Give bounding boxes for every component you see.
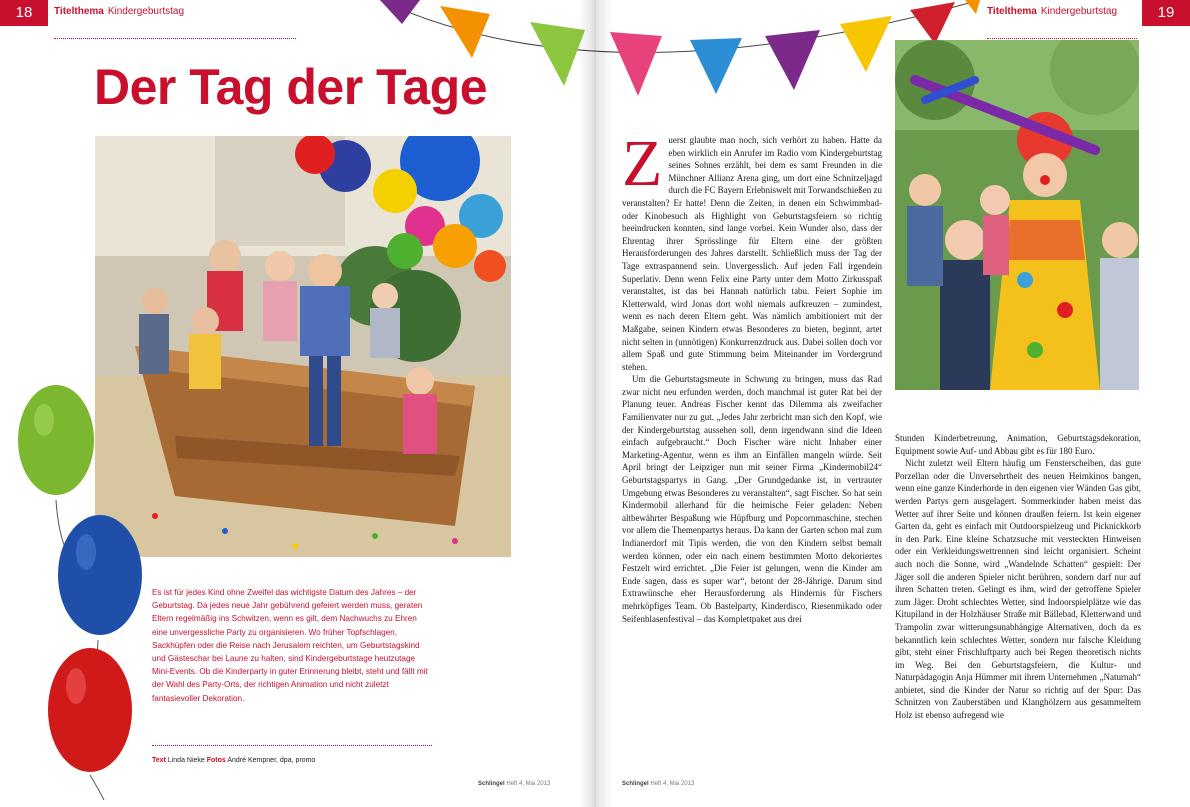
article-column-1 [622,127,882,774]
footer-brand: Schlingel [478,781,505,787]
paragraph-3: Stunden Kinderbetreuung, Animation, Geburtstagsdekoration, Equipment sowie Auf- und Abbau gibt es für 180 Euro. [895,433,1141,456]
paragraph-1 [622,127,882,373]
clown-photo-right [895,40,1139,390]
section-label: Titelthema [54,6,104,17]
subsection-label-right: Kindergeburtstag [1040,6,1118,17]
subsection-label: Kindergeburtstag [107,6,185,17]
header-rule-right [987,38,1137,39]
footer-right [622,781,694,787]
credits [152,757,315,764]
footer-issue-right: Heft 4, Mai 2013 [650,781,695,787]
header-rule-left [54,38,296,39]
headline: Der Tag der Tage [94,59,488,115]
running-header-right [987,6,1117,17]
paragraph-4: Nicht zuletzt weil Eltern häufig um Fensterscheiben, das gute Porzellan oder die Unversehrtheit des neuen Heimkinos bangen, wenn eine ganze Kinderhorde in den eigenen vier Wänden Gas gibt, werden Partys gern ausgelagert. Sommerkinder haben meist das Wetter auf ihrer Seite und können draußen feiern. Ist kein eigener Garten da, geht es einfach mit Outdoorspielzeug und Picknickkorb in den Park. Eine kleine Schatzsuche mit versteckten Hinweisen oder ein Verkleidungswettrennen sind leicht organisiert. Scheint auch noch die Sonne, wird „Wandelnde Schatten“ gespielt: Der Jäger soll die anderen Spieler nicht berühren, sondern darf nur auf ihren Schatten treten. Gelingt es ihm, wird der getroffene Spieler zum Jäger. Droht schlechtes Wetter, sind Indoorspielplätze wie das Kitupiland in der Holzhäuser Straße mit Bällebad, Kletterwand und Trampolin zwar witterungsunabhängige Alternativen, doch da es bekanntlich kein schlechtes Wetter, sondern nur falsche Kleidung gibt, steht einer Frischluftparty auch bei Regen theoretisch nichts im Weg. Bei den Geburtstagsfeiern, die Kultur- und Naturpädagogin Anja Hümmer mit ihrem Unternehmen „Naturnah“ anbietet, sind die Kinder der Natur so richtig auf der Spur: Das Schnitzen von Zauberstäben und Klanghölzern aus gesammeltem Holz ist ebenso aufregend wie [895,458,1141,721]
article-column-2 [895,432,1141,777]
paragraph-2: Um die Geburtstagsmeute in Schwung zu bringen, muss das Rad zwar nicht neu erfunden werden, doch manchmal ist guter Rat bei der Planung teuer. Andreas Fischer kennt das Dilemma als zweifacher Familienvater nur zu gut. „Jedes Jahr zerbricht man sich den Kopf, wie der Kindergeburtstag aussehen soll, denn irgendwann sind die Ideen einfach aufgebraucht.“ Doch Fischer wäre nicht Inhaber einer Marketing-Agentur, wenn es ihm an Einfällen mangeln würde. Seit April bringt der Leipziger nun mit seiner Firma „Kindermobil24“ Geburtstagspartys in Gang. „Der Grundgedanke ist, in vertrauter Umgebung etwas Besonderes zu veranstalten“, sagt Fischer. So hat sein Kindermobil allerhand für die heimische Feier geladen: Neben altbewährter Bespaßung wie Hüpfburg und Popcornmaschine, stechen vor allem die Themenpartys heraus. Da kann der Garten schon mal zum Indianerdorf mit Tipis werden, die von den Kindern selbst bemalt werden können, oder ein nach einem bestimmten Motto dekoriertes Festzelt wird errichtet. „Die Feier ist gelungen, wenn die Kinder am Ende sagen, dass es super war“, betont der 28-Jährige. Darum sind Extrawünsche eher Herausforderung als Hindernis für Fischers mehrköpfiges Team. Ob Bastelparty, Kinderdisco, Riesenmikado oder Seifenblasenfestival – das Komplettpaket aus drei [622,374,882,624]
balloon-decoration [0,380,160,800]
credit-photo-label: Fotos [206,757,226,764]
credits-rule [152,745,432,746]
credit-text-value: Linda Nieke [167,757,205,764]
section-label-right: Titelthema [987,6,1037,17]
page-number-left: 18 [0,0,48,26]
paragraph-1-text: uerst glaubte man noch, sich verhört zu haben. Hatte da eben wirklich ein Anrufer im Radio vom Kindergeburtstag seines Sohnes erzählt, bei dem es samt Freunden in die Münchner Allianz Arena ging, um dort eine Schnitzeljagd durch die FC Bayern Erlebniswelt mit Torwandschießen zu veranstalten? Er hatte! Denn die Zeiten, in denen ein Schwimmbad- oder Kinobesuch als Highlight von Geburtstagsfeiern so richtig beeindrucken konnten, sind lange vorbei. Kein Wunder also, dass der Ehrentag ihrer Sprösslinge für Eltern eine der größten Herausforderungen des Jahres darstellt. Schließlich muss der Tag der Tage extraspannend sein. Unvergesslich. Auf jeden Fall irgendein Superlativ. Denn wenn Felix eine Party unter dem Motto Zirkusspaß veranstaltet, ist das bei Hannah natürlich tabu. Feiert Sophie im Kletterwald, wird Jonas dort wohl niemals aufkreuzen – zumindest, wenn es nach deren Eltern geht. Was nämlich ambitioniert mit der Maßgabe, seinen Kindern etwas Besonderes zu bieten, beginnt, artet nicht selten in (unnötigen) Konkurrenzdruck aus. Dabei sollen doch vor allem Spaß und gute Stimmung beim Miteinander im Vordergrund stehen. [622,135,882,372]
running-header-left [54,6,184,17]
credit-text-label: Text [152,757,166,764]
intro-text: Es ist für jedes Kind ohne Zweifel das wichtigste Datum des Jahres – der Geburtstag. Da jedes neue Jahr gebührend gefeiert werden muss, geraten Eltern regelmäßig ins Schwitzen, wenn es gilt, dem Nachwuchs zu Ehren eine unvergessliche Party zu organisieren. Wo früher Topfschlagen, Sackhüpfen oder die Reise nach Jerusalem reichten, um Geburtstagskind und Gästeschar bei Laune zu halten, sind Kindergeburtstage heutzutage Mini-Events. Ob die Kinderparty in guter Erinnerung bleibt, steht und fällt mit der Wahl des Party-Orts, der richtigen Animation und nicht zuletzt fantasievoller Dekoration. [152,588,428,703]
green-balloon [18,385,94,495]
drop-cap: Z [622,127,663,200]
credit-photo-value: André Kempner, dpa, promo [227,757,316,764]
blue-balloon [58,515,142,635]
page-number-right: 19 [1142,0,1190,26]
red-balloon [48,648,132,772]
footer-left [478,781,550,787]
footer-brand-right: Schlingel [622,781,649,787]
footer-issue: Heft 4, Mai 2013 [506,781,551,787]
pennant-garland [380,0,980,120]
